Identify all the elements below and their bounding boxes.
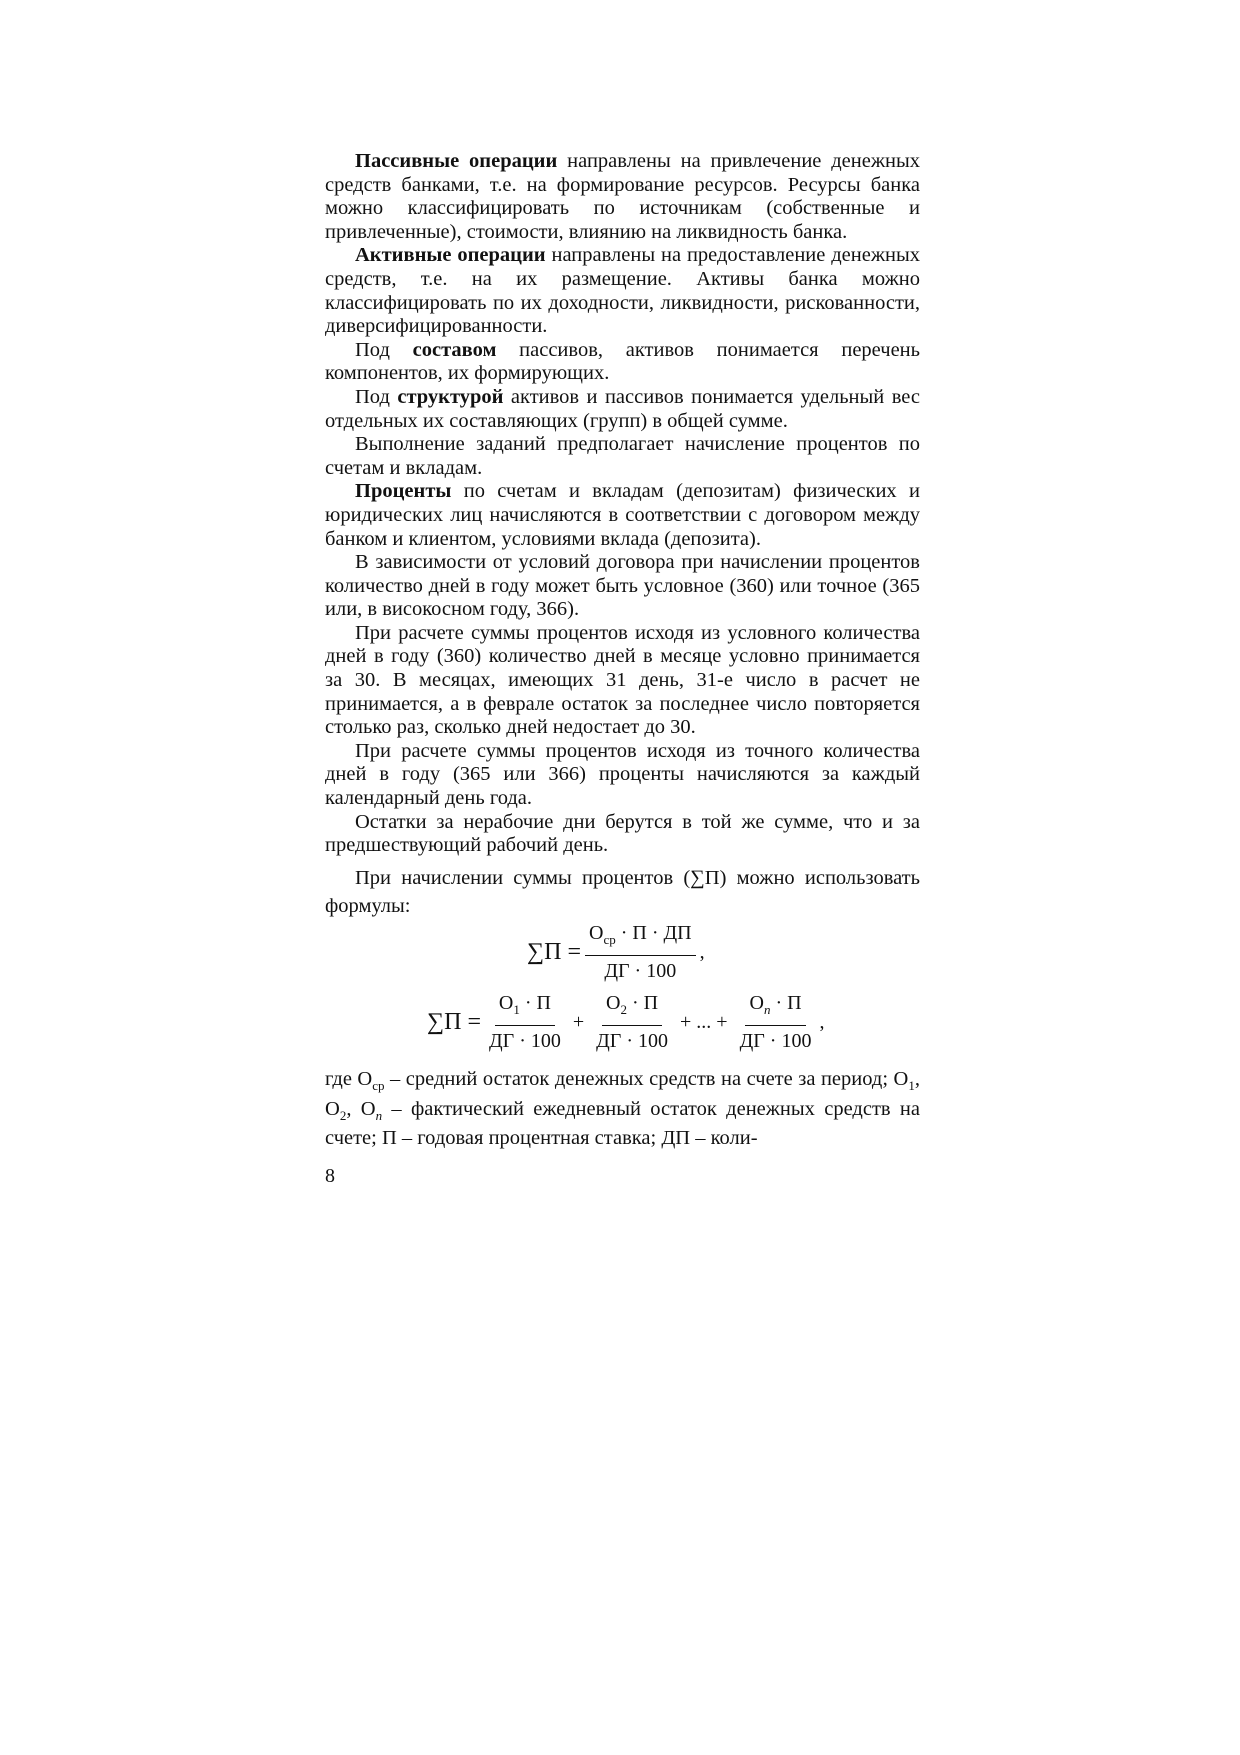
symbol-O: О <box>606 992 621 1014</box>
subscript: ср <box>372 1078 385 1094</box>
paragraph-composition <box>325 339 920 386</box>
formula2-lhs: ∑П = <box>427 1008 481 1035</box>
paragraph-text: по счетам и вкладам (депозитам) физических и юридических лиц начисляются в соответствии с договором между банком и клиентом, условиями вклада (депозита). <box>325 480 920 550</box>
formula2-trailing-comma: , <box>819 1010 825 1033</box>
formula1-trailing-comma: , <box>699 940 705 963</box>
plus-sign: + <box>572 1010 585 1033</box>
subscript: n <box>375 1107 383 1123</box>
definitions-text <box>325 1068 920 1151</box>
term1-numerator <box>495 990 555 1026</box>
term-structure: структурой <box>397 385 504 408</box>
subscript: ср <box>603 932 616 947</box>
term1-denominator: ДГ · 100 <box>488 1030 561 1052</box>
paragraph-365-rule: При расчете суммы процентов исходя из точного количества дней в году (365 или 366) проценты начисляются за каждый календарный день года. <box>325 739 920 810</box>
symbol-O: О <box>749 992 764 1014</box>
definition-text: , О <box>346 1097 376 1120</box>
paragraph-nonworking-days: Остатки за нерабочие дни берутся в той же сумме, что и за предшествующий рабочий день. <box>325 810 920 857</box>
page-number: 8 <box>325 1165 335 1187</box>
symbol-O: О <box>588 922 604 944</box>
paragraph-lead: Под <box>355 338 413 361</box>
ellipsis-sum: + ... + <box>680 1010 728 1033</box>
definition-text: – средний остаток денежных средств на счете за период; О <box>384 1068 909 1090</box>
numerator-rest: · П <box>770 992 802 1014</box>
paragraph-interest <box>325 480 920 551</box>
formula2-term-1 <box>485 990 565 1054</box>
subscript: 2 <box>620 1002 627 1017</box>
subscript: 1 <box>908 1078 915 1094</box>
paragraph-days-count: В зависимости от условий договора при начислении процентов количество дней в году может быть условное (360) или точное (365 или, в високосном году, 366). <box>325 551 920 621</box>
paragraph-formula-intro: При начислении суммы процентов (∑П) можно использовать формулы: <box>325 866 920 917</box>
paragraph-text: активов и пассивов понимается удельный вес отдельных их составляющих (групп) в общей сумме. <box>325 385 920 432</box>
term2-denominator: ДГ · 100 <box>596 1030 669 1052</box>
paragraph-passive-ops <box>325 150 920 244</box>
paragraph-text: пассивов, активов понимается перечень компонентов, их формирующих. <box>325 338 920 385</box>
subscript: 2 <box>339 1107 347 1123</box>
term-active-ops: Активные операции <box>355 244 546 267</box>
paragraph-lead: Под <box>355 385 398 408</box>
formula-daily-balances <box>427 990 824 1054</box>
body-text <box>325 150 920 920</box>
paragraph-active-ops <box>325 244 920 338</box>
formula1-fraction <box>585 920 696 984</box>
termn-numerator <box>745 990 805 1026</box>
subscript: 1 <box>513 1002 520 1017</box>
formula1-numerator <box>585 920 696 956</box>
numerator-rest: · П <box>519 992 551 1014</box>
formula-average-balance <box>527 920 705 984</box>
term-passive-ops: Пассивные операции <box>355 150 558 172</box>
term-composition: составом <box>412 338 497 361</box>
paragraph-text: направлены на привлечение денежных средств банками, т.е. на формирование ресурсов. Ресурсы банка можно классифицировать по источникам (собственные и привлеченные), стоимости, влиянию на ликвидность банка. <box>325 150 920 243</box>
paragraph-text: направлены на предоставление денежных средств, т.е. на их размещение. Активы банка можно классифицировать по их доходности, ликвидности, рискованности, диверсифицированности. <box>325 244 921 338</box>
formula1-denominator: ДГ · 100 <box>604 960 677 982</box>
termn-denominator: ДГ · 100 <box>739 1030 812 1052</box>
numerator-rest: · П <box>627 992 659 1014</box>
definition-text: , О <box>325 1068 920 1120</box>
term-interest: Проценты <box>355 480 452 503</box>
symbol-O: О <box>498 992 514 1014</box>
formula2-term-2 <box>592 990 672 1054</box>
paragraph-structure <box>325 386 920 433</box>
formula2-term-n <box>736 990 816 1054</box>
paragraph-definitions <box>325 1068 920 1151</box>
definition-text: – фактический ежедневный остаток денежных средств на счете; П – годовая процентная ставка; ДП – коли- <box>325 1097 920 1150</box>
subscript: n <box>763 1002 771 1017</box>
definition-text: где О <box>325 1068 373 1090</box>
formula1-lhs: ∑П = <box>527 938 581 965</box>
term2-numerator <box>602 990 662 1026</box>
numerator-rest: · П · ДП <box>615 922 692 944</box>
paragraph-360-rule: При расчете суммы процентов исходя из условного количества дней в году (360) количество дней в месяце условно принимается за 30. В месяцах, имеющих 31 день, 31-е число в расчет не принимается, а в феврале остаток за последнее число повторяется столько раз, сколько дней недостает до 30. <box>325 621 920 739</box>
paragraph-tasks: Выполнение заданий предполагает начисление процентов по счетам и вкладам. <box>325 433 920 479</box>
